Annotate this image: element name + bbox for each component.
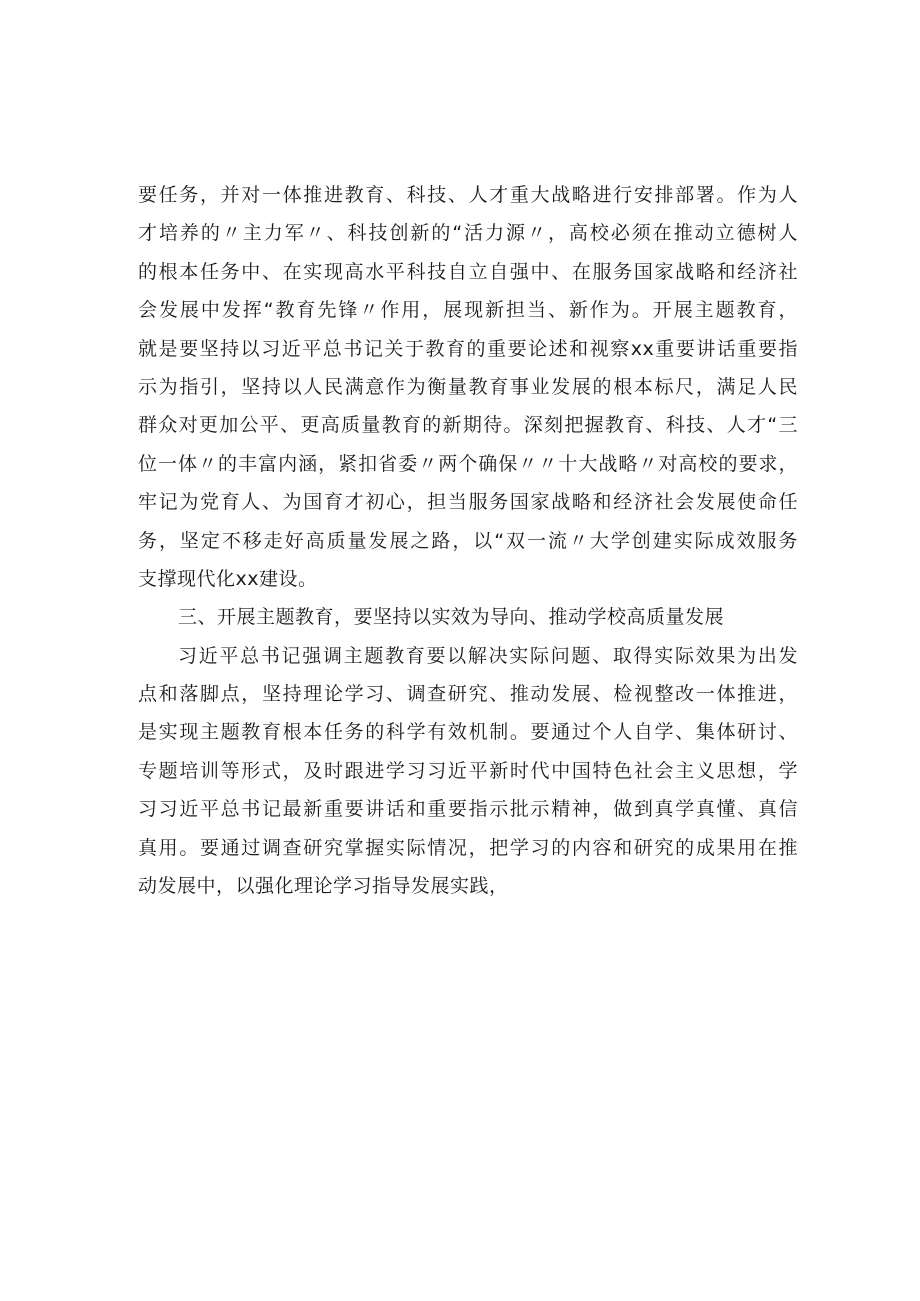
paragraph-line: 群众对更加公平、更高质量教育的新期待。深刻把握教育、科技、人才“三: [138, 414, 798, 437]
document-body: [138, 176, 798, 905]
paragraph-line: 才培养的〃主力军〃、科技创新的“活力源〃，高校必须在推动立德树人: [138, 222, 798, 245]
paragraph-line: 示为指引，坚持以人民满意作为衡量教育事业发展的根本标尺，满足人民: [138, 375, 798, 398]
paragraph-line: 的根本任务中、在实现高水平科技自立自强中、在服务国家战略和经济社: [138, 260, 798, 283]
section-heading-3: 三、开展主题教育，要坚持以实效为导向、推动学校高质量发展: [178, 606, 725, 629]
paragraph-line: 要任务，并对一体推进教育、科技、人才重大战略进行安排部署。作为人: [138, 184, 798, 206]
paragraph-line: 习近平总书记强调主题教育要以解决实际问题、取得实际效果为出发: [178, 644, 798, 667]
paragraph-line: 真用。要通过调查研究掌握实际情况，把学习的内容和研究的成果用在推: [138, 836, 798, 859]
paragraph-line: 就是要坚持以习近平总书记关于教育的重要论述和视察xx重要讲话重要指: [138, 337, 798, 360]
paragraph-line: 习习近平总书记最新重要讲话和重要指示批示精神，做到真学真懂、真信: [138, 798, 798, 821]
paragraph-line: 支撑现代化xx建设。: [138, 567, 318, 590]
paragraph-2: [138, 637, 798, 906]
paragraph-line: 务，坚定不移走好高质量发展之路，以“双一流〃大学创建实际成效服务: [138, 529, 798, 552]
paragraph-line: 动发展中，以强化理论学习指导发展实践，: [138, 875, 509, 898]
paragraph-line: 牢记为党育人、为国育才初心，担当服务国家战略和经济社会发展使命任: [138, 491, 798, 514]
paragraph-1: [138, 176, 798, 598]
paragraph-line: 是实现主题教育根本任务的科学有效机制。要通过个人自学、集体研讨、: [138, 721, 798, 744]
paragraph-line: 位一体〃的丰富内涵，紧扣省委〃两个确保〃〃十大战略〃对高校的要求，: [138, 452, 798, 475]
paragraph-line: 点和落脚点，坚持理论学习、调查研究、推动发展、检视整改一体推进，: [138, 683, 798, 706]
paragraph-line: 专题培训等形式，及时跟进学习习近平新时代中国特色社会主义思想，学: [138, 759, 798, 782]
paragraph-line: 会发展中发挥“教育先锋〃作用，展现新担当、新作为。开展主题教育，: [138, 299, 798, 322]
